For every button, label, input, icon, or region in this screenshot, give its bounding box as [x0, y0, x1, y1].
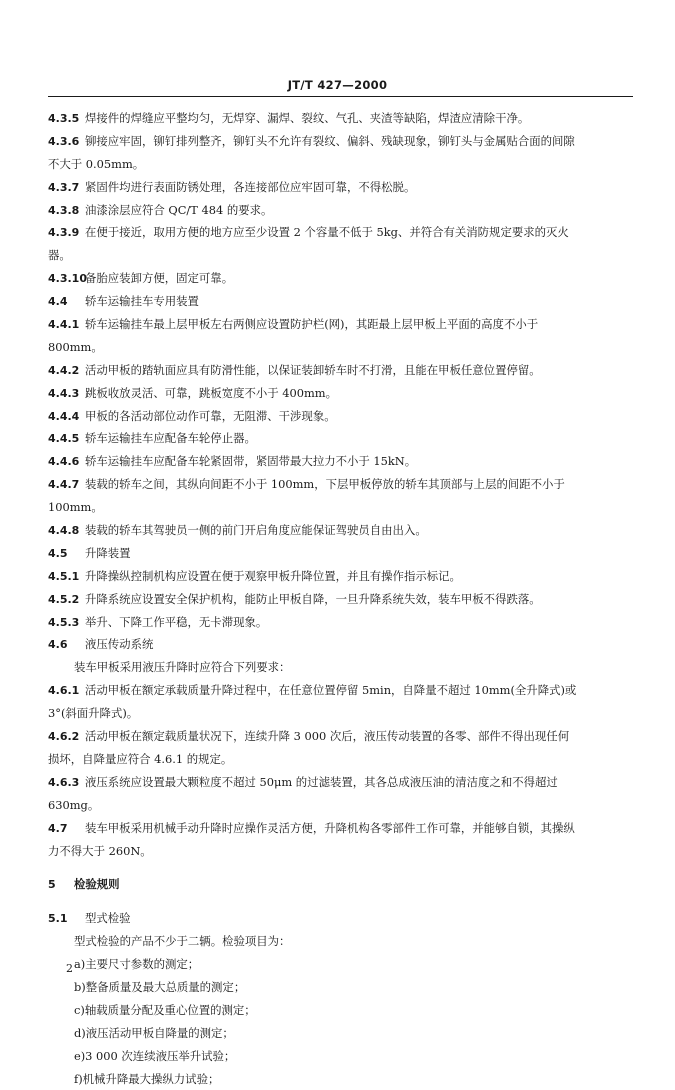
line-text: f)机械升降最大操纵力试验；	[74, 1071, 220, 1086]
clause-text: 装载的轿车之间，其纵向间距不小于 100mm，下层甲板停放的轿车其顶部与上层的间距不小于	[85, 477, 565, 492]
line-text: 不大于 0.05mm。	[48, 156, 145, 171]
continuation-line	[48, 794, 633, 817]
document-body	[48, 107, 633, 1090]
clause-number: 4.3.7	[48, 180, 80, 194]
clause-line	[48, 519, 633, 542]
clause-text: 举升、下降工作平稳，无卡滞现象。	[85, 614, 268, 629]
clause-line	[48, 633, 633, 656]
clause-number: 4.5.3	[48, 615, 80, 629]
indented-line	[48, 976, 633, 999]
clause-text: 轿车运输挂车最上层甲板左右两侧应设置防护栏(网)，其距最上层甲板上平面的高度不小于	[85, 317, 539, 332]
clause-text: 活动甲板在额定载质量状况下，连续升降 3 000 次后，液压传动装置的各零、部件不得出现任何	[85, 729, 570, 744]
clause-text: 活动甲板的踏轨面应具有防滑性能，以保证装卸轿车时不打滑，且能在甲板任意位置停留。	[85, 362, 541, 377]
header-rule	[48, 96, 633, 97]
continuation-line	[48, 153, 633, 176]
line-text: 800mm。	[48, 339, 103, 354]
clause-line	[48, 907, 633, 930]
standard-code-header: JT/T 427—2000	[287, 78, 388, 92]
clause-number: 4.7	[48, 821, 68, 835]
clause-line	[48, 725, 633, 748]
line-text: e)3 000 次连续液压举升试验；	[74, 1048, 236, 1063]
clause-line	[48, 611, 633, 634]
line-text: 器。	[48, 248, 71, 263]
clause-line	[48, 679, 633, 702]
indented-line	[48, 930, 633, 953]
clause-number: 4.3.8	[48, 203, 80, 217]
clause-text: 跳板收放灵活、可靠，跳板宽度不小于 400mm。	[85, 385, 337, 400]
clause-line	[48, 450, 633, 473]
line-text: 力不得大于 260N。	[48, 843, 152, 858]
chapter-heading	[48, 873, 633, 896]
clause-text: 焊接件的焊缝应平整均匀，无焊穿、漏焊、裂纹、气孔、夹渣等缺陷，焊渣应清除干净。	[85, 111, 530, 125]
clause-text: 型式检验	[85, 911, 131, 926]
clause-line	[48, 130, 633, 153]
clause-text: 在便于接近，取用方便的地方应至少设置 2 个容量不低于 5kg、并符合有关消防规定要求的灭火	[85, 225, 569, 240]
clause-text: 升降装置	[85, 545, 131, 560]
clause-number: 4.4.7	[48, 478, 80, 492]
spacer	[48, 862, 633, 873]
clause-number: 4.4.3	[48, 386, 80, 400]
indented-line	[48, 1022, 633, 1045]
continuation-line	[48, 336, 633, 359]
clause-line	[48, 176, 633, 199]
spacer	[48, 896, 633, 907]
continuation-line	[48, 496, 633, 519]
clause-text: 检验规则	[74, 877, 120, 892]
clause-line	[48, 588, 633, 611]
line-text: 损坏，自降量应符合 4.6.1 的规定。	[48, 751, 233, 766]
clause-text: 油漆涂层应符合 QC/T 484 的要求。	[85, 202, 273, 217]
clause-number: 4.3.9	[48, 226, 80, 240]
clause-text: 轿车运输挂车应配备车轮紧固带，紧固带最大拉力不小于 15kN。	[85, 454, 417, 469]
indented-line	[48, 999, 633, 1022]
line-text: 装车甲板采用液压升降时应符合下列要求：	[74, 660, 291, 675]
clause-line	[48, 267, 633, 290]
clause-text: 装车甲板采用机械手动升降时应操作灵活方便，升降机构各零部件工作可靠，并能够自锁，其操纵	[85, 820, 575, 835]
continuation-line	[48, 244, 633, 267]
clause-text: 活动甲板在额定承载质量升降过程中，在任意位置停留 5min，自降量不超过 10mm(全升降式)或	[85, 683, 577, 698]
clause-number: 4.6	[48, 638, 68, 652]
indented-line	[48, 1045, 633, 1068]
line-text: 3°(斜面升降式)。	[48, 706, 139, 721]
clause-number: 4.4	[48, 295, 68, 309]
clause-number: 5	[48, 878, 56, 892]
clause-line	[48, 107, 633, 130]
page-number: 2	[66, 962, 73, 975]
clause-number: 4.5	[48, 546, 68, 560]
clause-number: 4.6.1	[48, 684, 80, 698]
clause-text: 紧固件均进行表面防锈处理，各连接部位应牢固可靠，不得松脱。	[85, 179, 416, 194]
clause-text: 甲板的各活动部位动作可靠，无阻滞、干涉现象。	[85, 408, 336, 423]
clause-number: 4.4.6	[48, 455, 80, 469]
clause-number: 4.4.8	[48, 524, 80, 538]
line-text: c)轴载质量分配及重心位置的测定；	[74, 1002, 256, 1017]
indented-line	[48, 1068, 633, 1090]
line-text: a)主要尺寸参数的测定；	[74, 957, 200, 972]
clause-line	[48, 565, 633, 588]
clause-number: 4.3.6	[48, 134, 80, 148]
clause-number: 4.3.10	[48, 272, 87, 286]
line-text: 型式检验的产品不少于二辆。检验项目为：	[74, 934, 291, 949]
clause-line	[48, 382, 633, 405]
clause-line	[48, 771, 633, 794]
line-text: b)整备质量及最大总质量的测定；	[74, 979, 246, 994]
clause-text: 轿车运输挂车专用装置	[85, 294, 199, 309]
clause-number: 4.4.4	[48, 409, 80, 423]
clause-line	[48, 290, 633, 313]
clause-number: 4.4.1	[48, 318, 80, 332]
clause-line	[48, 817, 633, 840]
line-text: 630mg。	[48, 797, 100, 812]
clause-line	[48, 405, 633, 428]
indented-line	[48, 656, 633, 679]
continuation-line	[48, 702, 633, 725]
clause-number: 4.5.1	[48, 569, 80, 583]
clause-text: 升降系统应设置安全保护机构，能防止甲板自降，一旦升降系统失效，装车甲板不得跌落。	[85, 591, 541, 606]
clause-text: 液压传动系统	[85, 637, 154, 652]
clause-line	[48, 542, 633, 565]
clause-text: 备胎应装卸方便，固定可靠。	[85, 271, 234, 286]
clause-line	[48, 473, 633, 496]
clause-line	[48, 199, 633, 222]
clause-text: 装载的轿车其驾驶员一侧的前门开启角度应能保证驾驶员自由出入。	[85, 523, 427, 538]
clause-line	[48, 359, 633, 382]
clause-text: 铆接应牢固，铆钉排列整齐，铆钉头不允许有裂纹、偏斜、残缺现象，铆钉头与金属贴合面的间隙	[85, 133, 575, 148]
continuation-line	[48, 840, 633, 863]
clause-text: 轿车运输挂车应配备车轮停止器。	[85, 431, 256, 446]
clause-number: 4.6.3	[48, 775, 80, 789]
clause-number: 4.3.5	[48, 112, 80, 125]
clause-line	[48, 427, 633, 450]
clause-number: 4.4.2	[48, 363, 80, 377]
clause-text: 升降操纵控制机构应设置在便于观察甲板升降位置，并且有操作指示标记。	[85, 568, 461, 583]
clause-number: 4.4.5	[48, 432, 80, 446]
clause-number: 4.6.2	[48, 730, 80, 744]
clause-line	[48, 221, 633, 244]
clause-number: 5.1	[48, 912, 68, 926]
continuation-line	[48, 748, 633, 771]
clause-number: 4.5.2	[48, 592, 80, 606]
line-text: 100mm。	[48, 500, 103, 515]
indented-line	[48, 953, 633, 976]
clause-line	[48, 313, 633, 336]
line-text: d)液压活动甲板自降量的测定；	[74, 1025, 234, 1040]
clause-text: 液压系统应设置最大颗粒度不超过 50μm 的过滤装置，其各总成液压油的清洁度之和不得超过	[85, 774, 558, 789]
